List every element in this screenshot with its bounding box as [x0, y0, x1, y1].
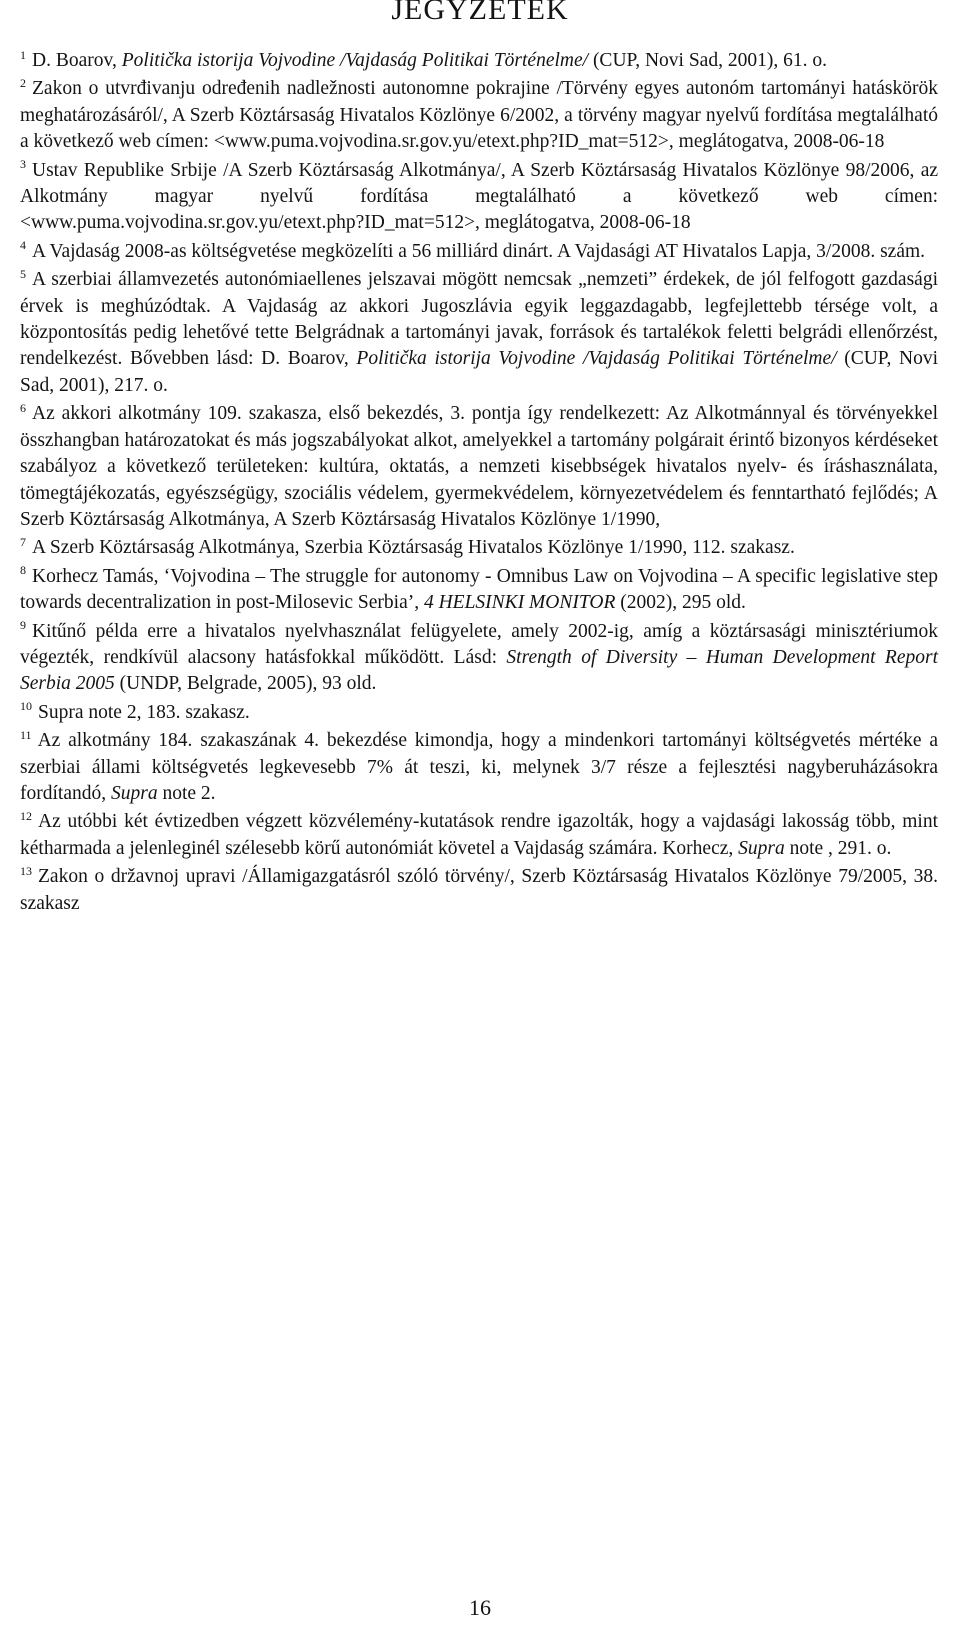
endnote-text: A Szerb Köztársaság Alkotmánya, Szerbia Köztársaság Hivatalos Közlönye 1/1990, 112. szakasz.	[32, 537, 795, 559]
endnote-number: 8	[20, 563, 26, 578]
endnote-number: 13	[20, 863, 32, 878]
endnote-italic-text: Politička istorija Vojvodine /Vajdaság Politikai Történelme/	[356, 348, 837, 370]
endnote	[20, 619, 938, 698]
page-title: JEGYZETEK	[391, 0, 569, 26]
endnote	[20, 158, 938, 237]
endnote-text: note 2.	[157, 782, 216, 804]
endnote-text: Zakon o utvrđivanju određenih nadležnosti autonomne pokrajine /Törvény egyes autonóm tartományi hatáskörök meghatározásáról/, A Szerb Köztársaság Hivatalos Közlönye 6/2002, a törvény magyar nyelvű fordítása megtalálható a következő web címen: <www.puma.vojvodina.sr.gov.yu/etext.php?ID_mat=512>, meglátogatva, 2008-06-18	[20, 78, 938, 153]
page-number: 16	[469, 1595, 491, 1620]
endnote-text: Zakon o državnoj upravi /Államigazgatásról szóló törvény/, Szerb Köztársaság Hivatalos Közlönye 79/2005, 38. szakasz	[20, 866, 938, 914]
endnote	[20, 728, 938, 807]
endnote-text: A Vajdaság 2008-as költségvetése megközelíti a 56 milliárd dinárt. A Vajdasági AT Hivatalos Lapja, 3/2008. szám.	[32, 240, 926, 262]
endnote-italic-text: Supra	[738, 837, 785, 859]
endnote-text: Korhecz Tamás, ‘Vojvodina – The struggle for autonomy - Omnibus Law on Vojvodina – A specific legislative step towards decentralization in post-Milosevic Serbia’,	[20, 565, 938, 614]
endnote-number: 7	[20, 534, 26, 549]
endnote-number: 11	[20, 727, 32, 742]
endnote-text: Az akkori alkotmány 109. szakasza, első bekezdés, 3. pontja így rendelkezett: Az Alkotmánnyal és törvényekkel összhangban határozatokat és más jogszabályokat alkot, amelyekkel a tartomány polgárait érintő bizonyos kérdéseket szabályoz a következő területeken: kultúra, oktatás, a nemzeti kisebbségek hivatalos nyelv- és íráshasználata, tömegtájékozatás, egyészségügy, szociális védelem, gyermekvédelem, környezetvédelem és fenntartható fejlődés; A Szerb Köztársaság Alkotmánya, A Szerb Köztársaság Hivatalos Közlönye 1/1990,	[20, 403, 938, 530]
endnote	[20, 48, 938, 74]
endnote-italic-text: 4 HELSINKI MONITOR	[423, 592, 616, 614]
endnote	[20, 267, 938, 399]
endnote-number: 2	[20, 75, 26, 90]
endnote-number: 4	[20, 238, 26, 253]
endnote-italic-text: Politička istorija Vojvodine /Vajdaság Politikai Történelme/	[121, 50, 589, 71]
endnote-text: Kitűnő példa erre a hivatalos nyelvhasználat felügyelete, amely 2002-ig, amíg a köztársasági minisztériumok végezték, rendkívül alacsony hatásfokkal működött. Lásd:	[20, 620, 938, 668]
endnote-number: 6	[20, 400, 26, 415]
endnote-text: (CUP, Novi Sad, 2001), 217. o.	[20, 348, 939, 396]
endnote-text: (2002), 295 old.	[615, 592, 746, 614]
endnote	[20, 564, 938, 617]
endnote-text: Az utóbbi két évtizedben végzett közvélemény-kutatások rendre igazolták, hogy a vajdasági lakosság több, mint kétharmada a jelenleginél szélesebb körű autonómiát követel a Vajdaság számára. Korhecz,	[20, 811, 938, 859]
endnote-text: note , 291. o.	[784, 837, 892, 859]
endnote-number: 5	[20, 266, 26, 281]
endnote-number: 3	[20, 157, 26, 172]
endnote	[20, 809, 938, 862]
endnote-number: 12	[20, 808, 32, 823]
endnote	[20, 864, 938, 917]
endnote-text: (UNDP, Belgrade, 2005), 93 old.	[114, 673, 377, 695]
endnote-text: Ustav Republike Srbije /A Szerb Köztársaság Alkotmánya/, A Szerb Köztársaság Hivatalos Közlönye 98/2006, az Alkotmány magyar nyelvű fordítása megtalálható a következő web címen: <www.puma.vojvodina.sr.gov.yu/etext.php?ID_mat=512>, meglátogatva, 2008-06-18	[20, 159, 938, 234]
endnote-italic-text: Supra	[110, 782, 158, 804]
endnote	[20, 535, 938, 561]
endnote-text: (CUP, Novi Sad, 2001), 61. o.	[588, 50, 827, 71]
endnote	[20, 401, 938, 533]
endnote-text: D. Boarov,	[32, 50, 122, 71]
endnote-number: 9	[20, 618, 26, 633]
endnote-italic-text: Strength of Diversity – Human Development Report Serbia 2005	[20, 646, 938, 695]
endnote-text: Supra note 2, 183. szakasz.	[38, 701, 250, 723]
endnote-text: A szerbiai államvezetés autonómiaellenes jelszavai mögött nemcsak „nemzeti” érdekek, de jól felfogott gazdasági érvek is meghúzódtak. A Vajdaság az akkori Jugoszlávia egyik leggazdagabb, legfejlettebb térsége volt, a központosítás pedig lehetővé tette Belgrádnak a tartományi javak, források és tartalékok feletti belgrádi ellenőrzést, rendelkezést. Bővebben lásd: D. Boarov,	[20, 269, 938, 370]
endnote-number: 1	[20, 47, 26, 62]
endnote-number: 10	[20, 699, 32, 714]
endnotes-list	[20, 48, 938, 919]
endnote	[20, 76, 938, 155]
endnote	[20, 239, 938, 265]
endnote	[20, 700, 938, 726]
endnote-text: Az alkotmány 184. szakaszának 4. bekezdése kimondja, hogy a mindenkori tartományi költségvetés mértéke a szerbiai állami költségvetés legkevesebb 7% át teszi, ki, melynek 3/7 része a fejlesztési nagyberuházásokra fordítandó,	[20, 730, 938, 804]
